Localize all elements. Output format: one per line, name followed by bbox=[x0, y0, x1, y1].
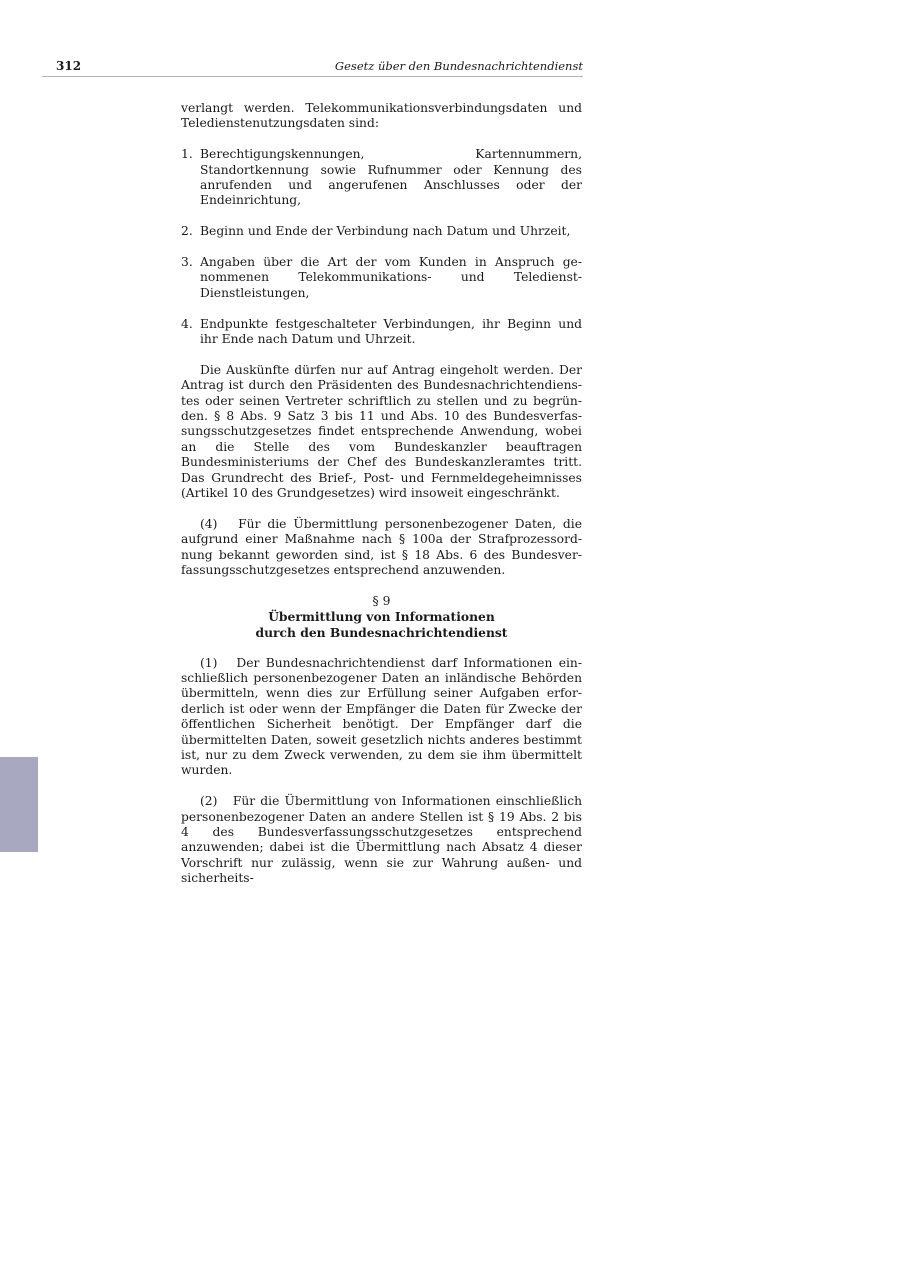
section-title-line-1: Übermittlung von Informationen bbox=[268, 609, 495, 625]
side-thumb-tab bbox=[0, 757, 38, 852]
list-number: 2. bbox=[181, 224, 193, 239]
paragraph-s9-absatz-2: (2) Für die Übermittlung von Informationen einschließlich personenbezogener Daten an andere Stellen ist § 19 Abs. 2 bis 4 des Bundesverfassungsschutzgesetzes entsprechend anzuwenden; dabei ist die Übermittlung nach Absatz 4 dieser Vorschrift nur zulässig, wenn sie zur Wahrung außen- und sicherheits- bbox=[181, 794, 586, 886]
paragraph-auskuenfte: Die Auskünfte dürfen nur auf Antrag eingeholt werden. Der Antrag ist durch den Präsidenten des Bundesnachrichtendienstes oder seinen Vertreter schriftlich zu stellen und zu begründen. § 8 Abs. 9 Satz 3 bis 11 und Abs. 10 des Bundesverfassungsschutzgesetzes findet entsprechende Anwendung, wobei an die Stelle des vom Bundeskanzler beauftragen Bundesministeriums der Chef des Bundeskanzleramtes tritt. Das Grundrecht des Brief-, Post- und Fernmeldegeheimnisses (Artikel 10 des Grundgesetzes) wird insoweit eingeschränkt. bbox=[181, 362, 582, 501]
paragraph-absatz-4: (4) Für die Übermittlung personenbezogener Daten, die aufgrund einer Maßnahme nach § 100a der Strafprozessordnung bekannt geworden sind, ist § 18 Abs. 6 des Bundesverfassungsschutzgesetzes entsprechend anzuwenden. bbox=[181, 516, 586, 578]
list-text: Berechtigungskennungen, Kartennummern, Standortkennung sowie Rufnummer oder Kennung des anrufenden und angerufenen Anschlusses oder der Endeinrichtung, bbox=[200, 147, 582, 208]
list-text: Beginn und Ende der Verbindung nach Datum und Uhrzeit, bbox=[200, 224, 571, 239]
page-number: 312 bbox=[56, 59, 82, 73]
section-heading bbox=[181, 594, 582, 640]
list-item bbox=[181, 255, 582, 301]
intro-paragraph: verlangt werden. Telekommunikationsverbindungsdaten und Teledienstenutzungsdaten sind: bbox=[181, 101, 582, 131]
list-number: 4. bbox=[181, 316, 193, 331]
list-item bbox=[181, 147, 582, 209]
section-number: § 9 bbox=[372, 593, 391, 608]
list-item bbox=[181, 224, 582, 239]
running-title: Gesetz über den Bundesnachrichtendienst bbox=[334, 59, 583, 73]
list-item bbox=[181, 317, 582, 348]
text-column bbox=[181, 101, 586, 887]
paragraph-s9-absatz-1: (1) Der Bundesnachrichtendienst darf Informationen einschließlich personenbezogener Daten an inländische Behörden übermitteln, wenn dies zur Erfüllung seiner Aufgaben erforderlich ist oder wenn der Empfänger die Daten für Zwecke der öffentlichen Sicherheit benötigt. Der Empfänger darf die übermittelten Daten, soweit gesetzlich nichts anderes bestimmt ist, nur zu dem Zweck verwenden, zu dem sie ihm übermittelt wurden. bbox=[181, 655, 586, 778]
list-number: 1. bbox=[181, 147, 193, 162]
list-text: Endpunkte festgeschalteter Verbindungen, ihr Beginn und ihr Ende nach Datum und Uhrzeit. bbox=[200, 316, 582, 347]
list-text: Angaben über die Art der vom Kunden in Anspruch genommenen Telekommunikations- und Teledienst-Dienstleistungen, bbox=[200, 255, 582, 300]
list-number: 3. bbox=[181, 255, 193, 270]
page-header bbox=[42, 58, 583, 77]
section-title-line-2: durch den Bundesnachrichtendienst bbox=[255, 624, 508, 640]
